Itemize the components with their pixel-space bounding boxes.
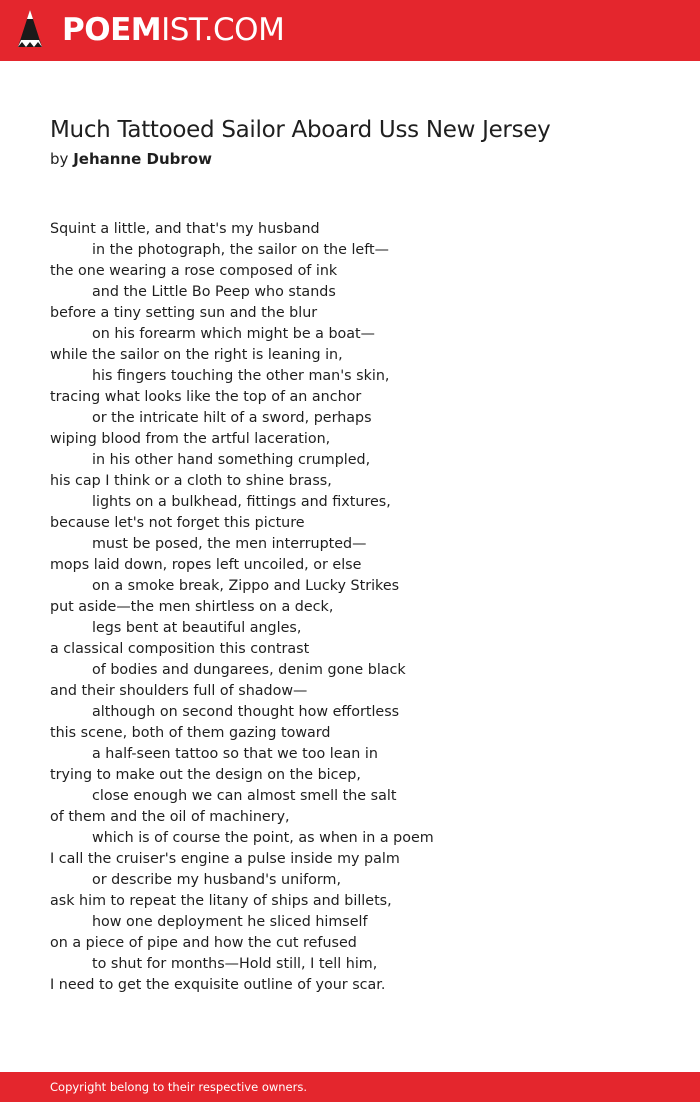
pencil-tip-icon[interactable] xyxy=(17,9,43,51)
poem-line: legs bent at beautiful angles, xyxy=(92,620,302,636)
poem-line: and the Little Bo Peep who stands xyxy=(92,284,336,300)
poem-line: a classical composition this contrast xyxy=(50,641,310,657)
poem-line: ask him to repeat the litany of ships and billets, xyxy=(50,893,392,909)
poem-line: his cap I think or a cloth to shine brass, xyxy=(50,473,332,489)
poem-line: of them and the oil of machinery, xyxy=(50,809,290,825)
copyright-text: Copyright belong to their respective owners. xyxy=(50,1080,308,1094)
poem-line: on his forearm which might be a boat— xyxy=(92,326,375,342)
poem-line: while the sailor on the right is leaning in, xyxy=(50,347,343,363)
poem-title: Much Tattooed Sailor Aboard Uss New Jersey xyxy=(50,117,551,143)
poem-line: tracing what looks like the top of an anchor xyxy=(50,389,362,405)
poem-line: to shut for months—Hold still, I tell him, xyxy=(92,956,378,972)
poem-line: how one deployment he sliced himself xyxy=(92,914,368,930)
poem-line: this scene, both of them gazing toward xyxy=(50,725,331,741)
poem-line: must be posed, the men interrupted— xyxy=(92,536,367,552)
poem-line: or describe my husband's uniform, xyxy=(92,872,341,888)
poem-line: mops laid down, ropes left uncoiled, or else xyxy=(50,557,362,573)
poem-line: on a piece of pipe and how the cut refused xyxy=(50,935,357,951)
by-label: by xyxy=(50,150,69,168)
poem-line: wiping blood from the artful laceration, xyxy=(50,431,331,447)
poem-line: lights on a bulkhead, fittings and fixtures, xyxy=(92,494,391,510)
poem-line: trying to make out the design on the bicep, xyxy=(50,767,361,783)
poem-line: and their shoulders full of shadow— xyxy=(50,683,308,699)
poem-line: before a tiny setting sun and the blur xyxy=(50,305,318,321)
poem-line: of bodies and dungarees, denim gone black xyxy=(92,662,406,678)
logo-light-text: IST.COM xyxy=(161,12,285,48)
poem-line: I need to get the exquisite outline of your scar. xyxy=(50,977,386,993)
poem-line: I call the cruiser's engine a pulse inside my palm xyxy=(50,851,400,867)
byline xyxy=(50,150,212,168)
poem-line: Squint a little, and that's my husband xyxy=(50,221,320,237)
poem-line: a half-seen tattoo so that we too lean in xyxy=(92,746,378,762)
poem-body xyxy=(50,219,670,996)
poem-line: because let's not forget this picture xyxy=(50,515,305,531)
poem-line: put aside—the men shirtless on a deck, xyxy=(50,599,334,615)
poem-line: close enough we can almost smell the salt xyxy=(92,788,397,804)
poem-line: his fingers touching the other man's skin, xyxy=(92,368,390,384)
site-footer xyxy=(0,1072,700,1102)
author-name: Jehanne Dubrow xyxy=(73,150,212,168)
poem-line: or the intricate hilt of a sword, perhaps xyxy=(92,410,372,426)
poem-line: in his other hand something crumpled, xyxy=(92,452,371,468)
poem-line: although on second thought how effortless xyxy=(92,704,400,720)
poem-line: in the photograph, the sailor on the left— xyxy=(92,242,389,258)
poem-line: on a smoke break, Zippo and Lucky Strikes xyxy=(92,578,400,594)
poem-line: the one wearing a rose composed of ink xyxy=(50,263,338,279)
poem-line: which is of course the point, as when in a poem xyxy=(92,830,434,846)
site-logo-link[interactable] xyxy=(62,13,284,47)
logo-bold-text: POEM xyxy=(62,12,162,48)
site-header xyxy=(0,0,700,61)
